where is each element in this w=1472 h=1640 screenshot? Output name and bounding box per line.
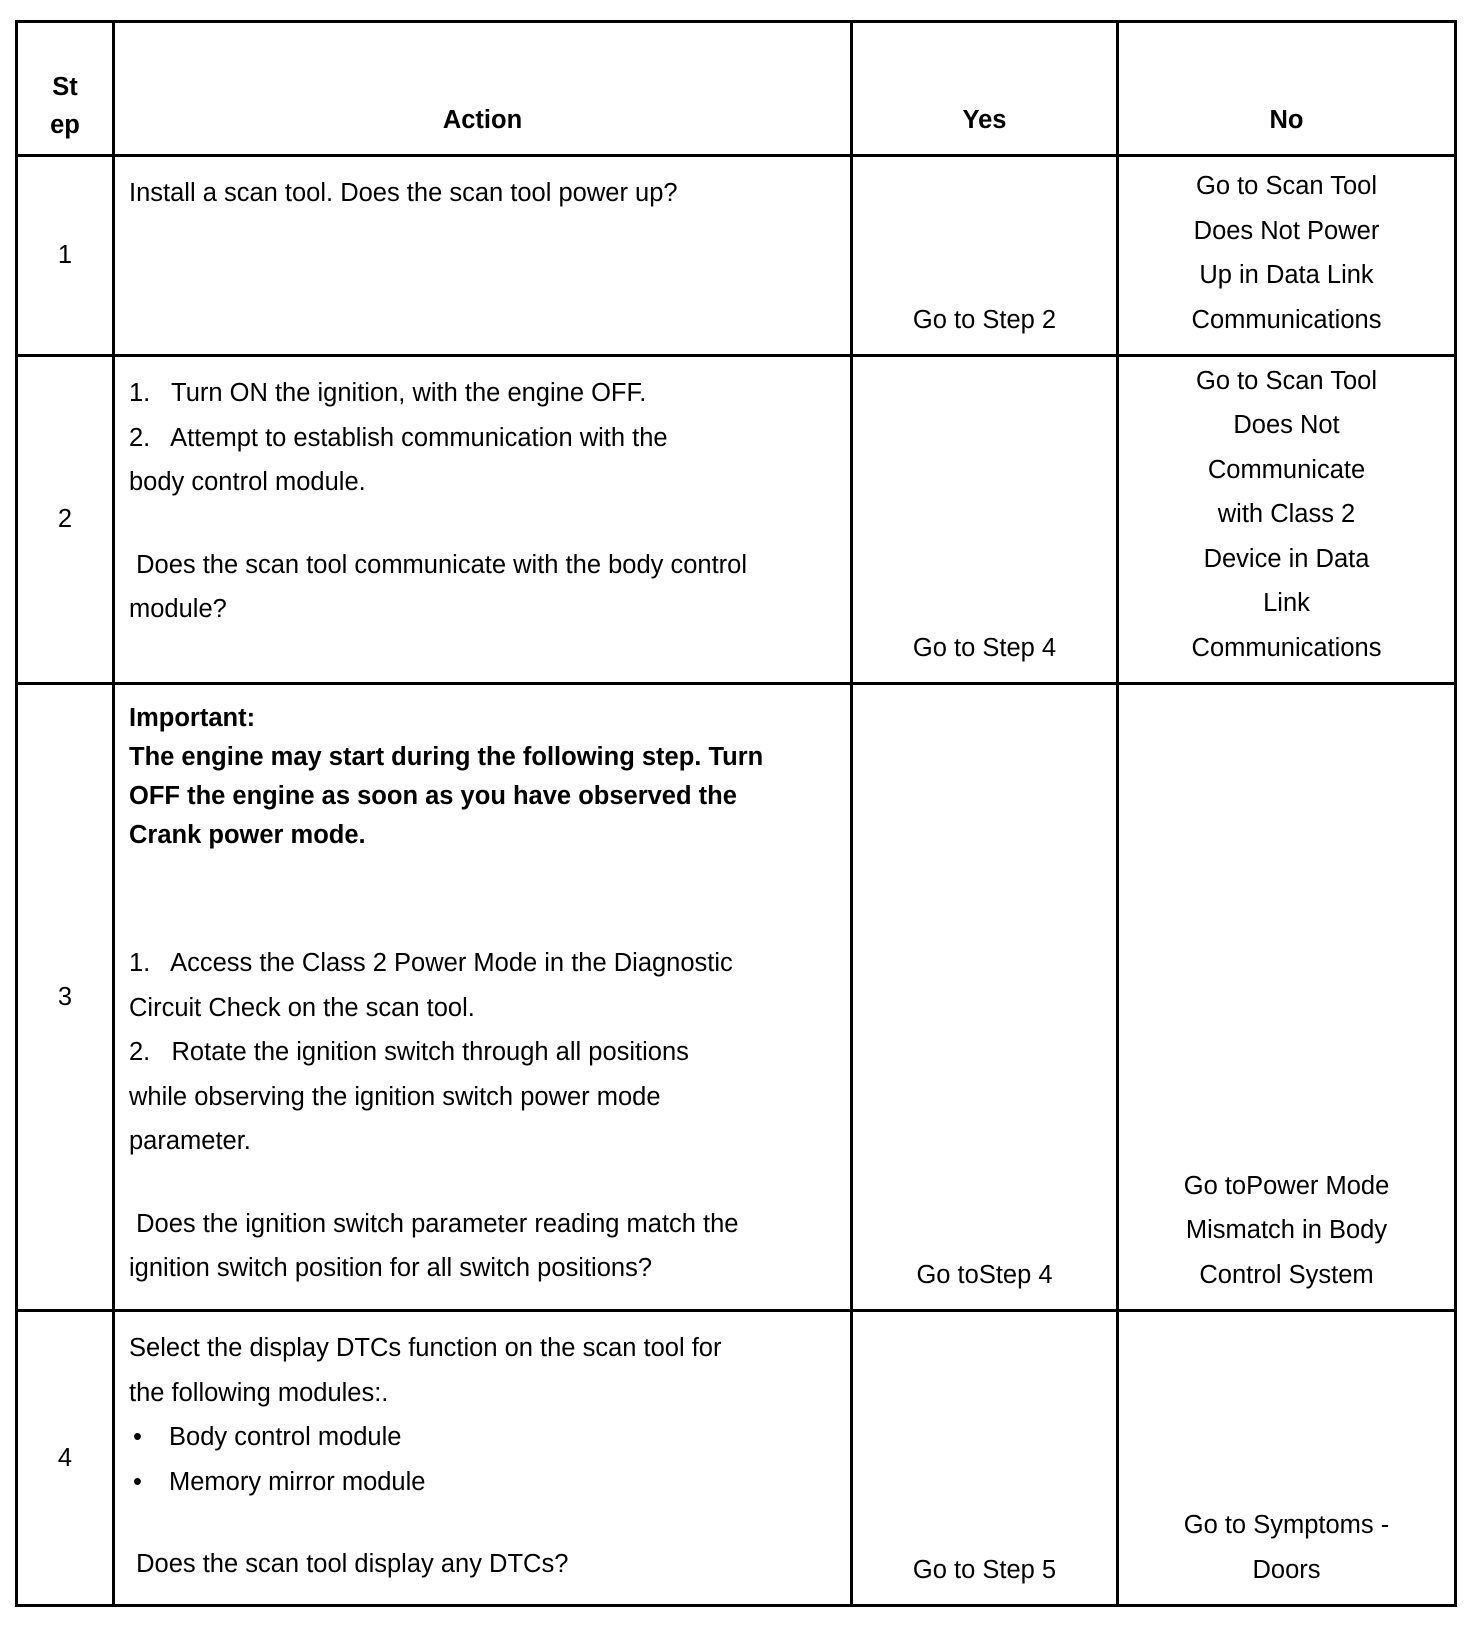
table-row bbox=[17, 156, 1456, 356]
spacer bbox=[129, 1504, 836, 1542]
header-step-label: St ep bbox=[50, 73, 80, 139]
no-text-line: Link bbox=[1263, 589, 1310, 617]
action-step-item-cont: body control module. bbox=[129, 468, 366, 496]
no-cell bbox=[1118, 156, 1456, 356]
important-text: Crank power mode. bbox=[129, 821, 366, 849]
no-text-line: Mismatch in Body bbox=[1185, 1216, 1388, 1244]
no-cell bbox=[1118, 684, 1456, 1311]
no-text-line: Go to Symptoms - bbox=[1183, 1511, 1390, 1539]
yes-cell: Go to Step 4 bbox=[852, 356, 1118, 684]
no-cell bbox=[1118, 356, 1456, 684]
header-row bbox=[17, 22, 1456, 156]
no-text-line: Go toPower Mode bbox=[1183, 1171, 1390, 1200]
no-text-line: Up in Data Link bbox=[1199, 261, 1374, 289]
header-yes: Yes bbox=[852, 22, 1118, 156]
action-cell bbox=[114, 156, 852, 356]
action-question: Does the ignition switch parameter reading match the bbox=[129, 1209, 739, 1238]
action-cell bbox=[114, 356, 852, 684]
action-question-cont: ignition switch position for all switch positions? bbox=[129, 1254, 652, 1282]
no-text-line: Control System bbox=[1199, 1260, 1374, 1289]
action-question-cont: module? bbox=[129, 595, 227, 623]
no-text-line: with Class 2 bbox=[1217, 500, 1356, 528]
step-number: 1 bbox=[17, 156, 114, 356]
no-text-line: Communications bbox=[1191, 305, 1382, 334]
table-row bbox=[17, 356, 1456, 684]
action-step-item-cont: while observing the ignition switch power mode bbox=[129, 1082, 661, 1111]
action-step-item: 1. Turn ON the ignition, with the engine OFF. bbox=[129, 379, 647, 407]
no-cell bbox=[1118, 1311, 1456, 1606]
yes-cell: Go to Step 2 bbox=[852, 156, 1118, 356]
step-number: 3 bbox=[17, 684, 114, 1311]
action-step-item: 2. Rotate the ignition switch through all positions bbox=[129, 1038, 689, 1066]
yes-cell: Go to Step 5 bbox=[852, 1311, 1118, 1606]
action-question: Does the scan tool communicate with the body control bbox=[129, 550, 747, 579]
action-text: Install a scan tool. Does the scan tool power up? bbox=[129, 179, 678, 207]
action-text: Select the display DTCs function on the scan tool for bbox=[129, 1334, 722, 1362]
step-number: 2 bbox=[17, 356, 114, 684]
no-text-line: Go to Scan Tool bbox=[1196, 366, 1377, 395]
no-text-line: Communications bbox=[1191, 633, 1382, 662]
action-question: Does the scan tool display any DTCs? bbox=[129, 1550, 569, 1578]
no-text-line: Does Not Power bbox=[1193, 216, 1380, 245]
action-step-item: 2. Attempt to establish communication with the bbox=[129, 423, 668, 452]
no-text-line: Device in Data bbox=[1203, 544, 1370, 573]
important-text: OFF the engine as soon as you have observed the bbox=[129, 782, 737, 810]
header-step bbox=[17, 22, 114, 156]
action-step-item-cont: Circuit Check on the scan tool. bbox=[129, 993, 475, 1022]
table-row bbox=[17, 684, 1456, 1311]
no-text-line: Go to Scan Tool bbox=[1196, 172, 1377, 200]
action-text-cont: the following modules:. bbox=[129, 1378, 389, 1407]
spacer bbox=[129, 1164, 836, 1202]
step-number: 4 bbox=[17, 1311, 114, 1606]
action-step-item-cont: parameter. bbox=[129, 1127, 251, 1155]
spacer bbox=[129, 855, 836, 941]
no-text-line: Doors bbox=[1252, 1555, 1321, 1584]
diagnostic-table bbox=[15, 20, 1457, 1607]
spacer bbox=[129, 505, 836, 543]
action-cell bbox=[114, 1311, 852, 1606]
bullet-item: • Body control module bbox=[129, 1415, 836, 1460]
bullet-item: • Memory mirror module bbox=[129, 1460, 836, 1505]
header-action: Action bbox=[114, 22, 852, 156]
table-row bbox=[17, 1311, 1456, 1606]
important-label: Important: bbox=[129, 704, 256, 732]
no-text-line: Communicate bbox=[1207, 455, 1366, 484]
action-cell bbox=[114, 684, 852, 1311]
yes-cell: Go toStep 4 bbox=[852, 684, 1118, 1311]
important-text: The engine may start during the following step. Turn bbox=[129, 743, 764, 771]
no-text-line: Does Not bbox=[1233, 411, 1340, 439]
header-no: No bbox=[1118, 22, 1456, 156]
action-step-item: 1. Access the Class 2 Power Mode in the Diagnostic bbox=[129, 949, 733, 977]
